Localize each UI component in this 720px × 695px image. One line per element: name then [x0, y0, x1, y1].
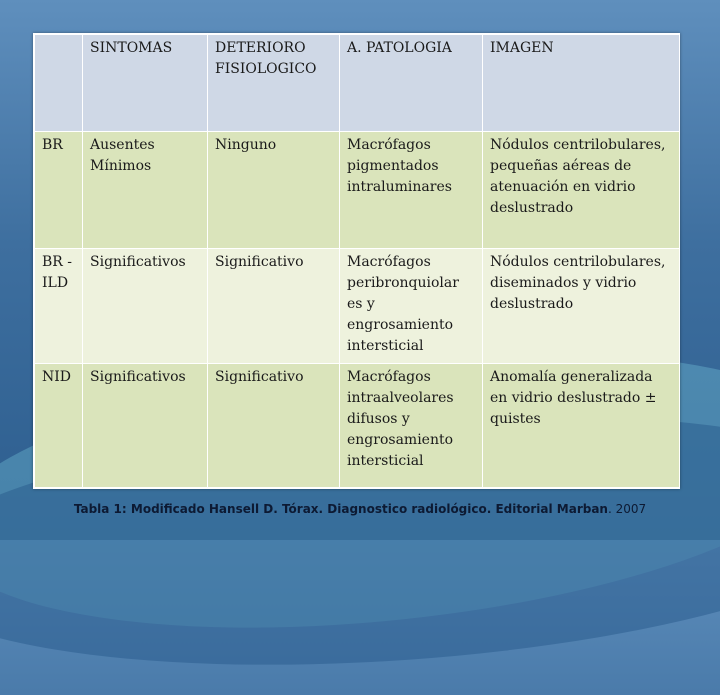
- table-cell: Macrófagos intraalveolares difusos y engrosamiento intersticial: [340, 364, 483, 488]
- header-cell-empty: [35, 35, 83, 132]
- header-cell-imagen: IMAGEN: [483, 35, 680, 132]
- table-cell: Significativos: [83, 249, 208, 364]
- table-cell: NID: [35, 364, 83, 488]
- table-cell: Nódulos centrilobulares, pequeñas aéreas de atenuación en vidrio deslustrado: [483, 132, 680, 249]
- table-cell: Anomalía generalizada en vidrio deslustrado ± quistes: [483, 364, 680, 488]
- caption-main: Tabla 1: Modificado Hansell D. Tórax. Diagnostico radiológico. Editorial Marban: [73, 502, 608, 516]
- table-row: [35, 364, 680, 488]
- table-caption: [0, 502, 720, 516]
- table-cell: Significativos: [83, 364, 208, 488]
- table-cell: BR: [35, 132, 83, 249]
- table-cell: Significativo: [208, 249, 340, 364]
- comparison-table: [34, 34, 680, 488]
- table-row: [35, 249, 680, 364]
- table-header-row: [35, 35, 680, 132]
- table-cell: BR - ILD: [35, 249, 83, 364]
- table-row: [35, 132, 680, 249]
- header-cell-deterioro: DETERIORO FISIOLOGICO: [208, 35, 340, 132]
- table-cell: Ninguno: [208, 132, 340, 249]
- comparison-table-container: [33, 33, 680, 489]
- table-cell: Nódulos centrilobulares, diseminados y vidrio deslustrado: [483, 249, 680, 364]
- table-cell: Significativo: [208, 364, 340, 488]
- table-cell: Macrófagos peribronquiolar es y engrosamiento intersticial: [340, 249, 483, 364]
- caption-year: . 2007: [607, 502, 647, 516]
- table-cell: Ausentes Mínimos: [83, 132, 208, 249]
- table-cell: Macrófagos pigmentados intraluminares: [340, 132, 483, 249]
- header-cell-patologia: A. PATOLOGIA: [340, 35, 483, 132]
- header-cell-sintomas: SINTOMAS: [83, 35, 208, 132]
